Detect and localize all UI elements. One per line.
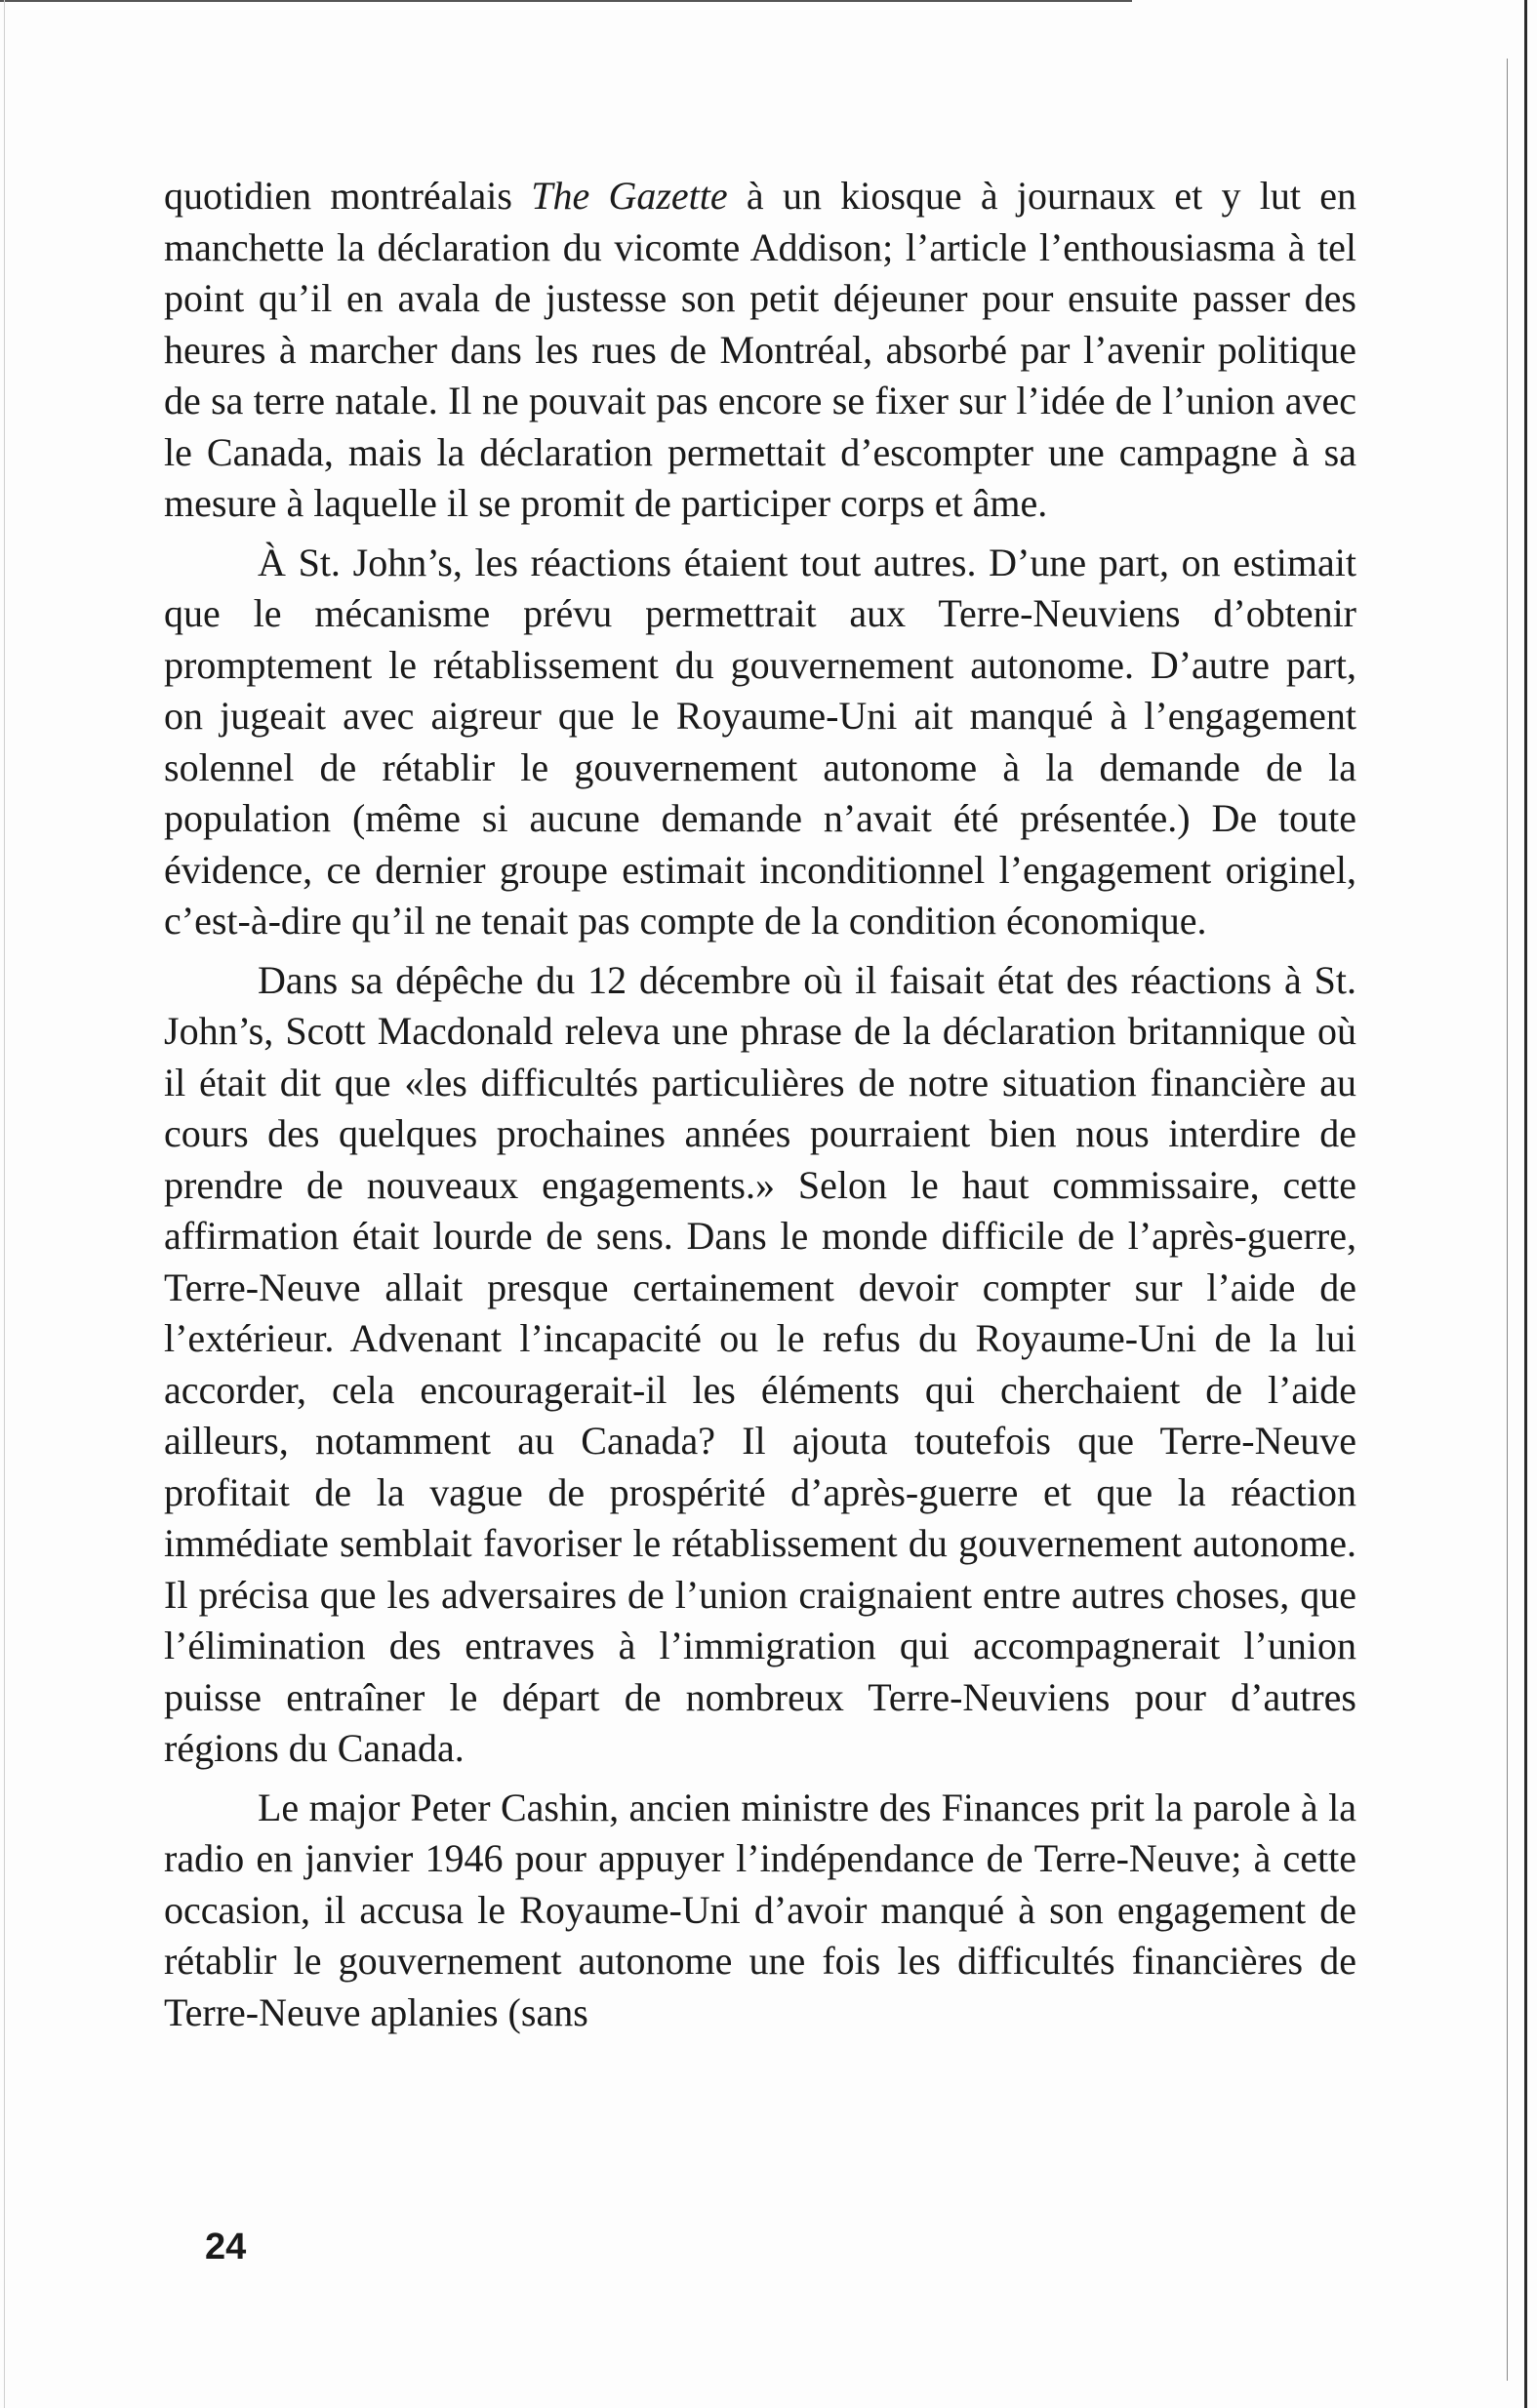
scan-edge-left xyxy=(4,0,5,2408)
paragraph-3: Dans sa dépêche du 12 décembre où il faisait état des réactions à St. John’s, Scott Macdonald releva une phrase de la déclaration britannique où il était dit que «les difficultés particulières de notre situation financière au cours des quelques prochaines années pourraient bien nous interdire de prendre de nouveaux engagements.» Selon le haut commissaire, cette affirmation était lourde de sens. Dans le monde difficile de l’après-guerre, Terre-Neuve allait presque certainement devoir compter sur l’aide de l’extérieur. Advenant l’incapacité ou le refus du Royaume-Uni de la lui accorder, cela encouragerait-il les éléments qui cherchaient de l’aide ailleurs, notamment au Canada? Il ajouta toutefois que Terre-Neuve profitait de la vague de prospérité d’après-guerre et que la réaction immédiate semblait favoriser le rétablissement du gouvernement autonome. Il précisa que les adversaires de l’union craignaient entre autres choses, que l’élimination des entraves à l’immigration qui accompagnerait l’union puisse entraîner le départ de nombreux Terre-Neuviens pour d’autres régions du Canada. xyxy=(164,957,1356,1770)
newspaper-title: The Gazette xyxy=(531,174,728,218)
scan-edge-right xyxy=(1524,0,1527,2408)
page-number: 24 xyxy=(205,2227,247,2268)
scan-edge-right-inner xyxy=(1507,59,1508,2381)
paragraph-4: Le major Peter Cashin, ancien ministre des Finances prit la parole à la radio en janvier 1946 pour appuyer l’indépendance de Terre-Neuve; à cette occasion, il accusa le Royaume-Uni d’avoir manqué à son engagement de rétablir le gouvernement autonome une fois les difficultés financières de Terre-Neuve aplanies (sans xyxy=(164,1785,1356,2034)
paragraph-1-rest: à un kiosque à journaux et y lut en manchette la déclaration du vicomte Addison; l’article l’enthousiasma à tel point qu’il en avala de justesse son petit déjeuner pour ensuite passer des heures à marcher dans les rues de Montréal, absorbé par l’avenir politique de sa terre natale. Il ne pouvait pas encore se fixer sur l’idée de l’union avec le Canada, mais la déclaration permettait d’escompter une campagne à sa mesure à laquelle il se promit de participer corps et âme. xyxy=(164,174,1356,525)
paragraph-2: À St. John’s, les réactions étaient tout autres. D’une part, on estimait que le mécanisme prévu permettrait aux Terre-Neuviens d’obtenir promptement le rétablissement du gouvernement autonome. D’autre part, on jugeait avec aigreur que le Royaume-Uni ait manqué à l’engagement solennel de rétablir le gouvernement autonome à la demande de la population (même si aucune demande n’avait été présentée.) De toute évidence, ce dernier groupe estimait inconditionnel l’engagement originel, c’est-à-dire qu’il ne tenait pas compte de la condition économique. xyxy=(164,540,1356,943)
body-text xyxy=(164,171,1356,2046)
paragraph-1 xyxy=(164,171,1356,530)
paragraph-1-lead: quotidien montréalais xyxy=(164,174,532,218)
scan-edge-top xyxy=(0,0,1132,2)
